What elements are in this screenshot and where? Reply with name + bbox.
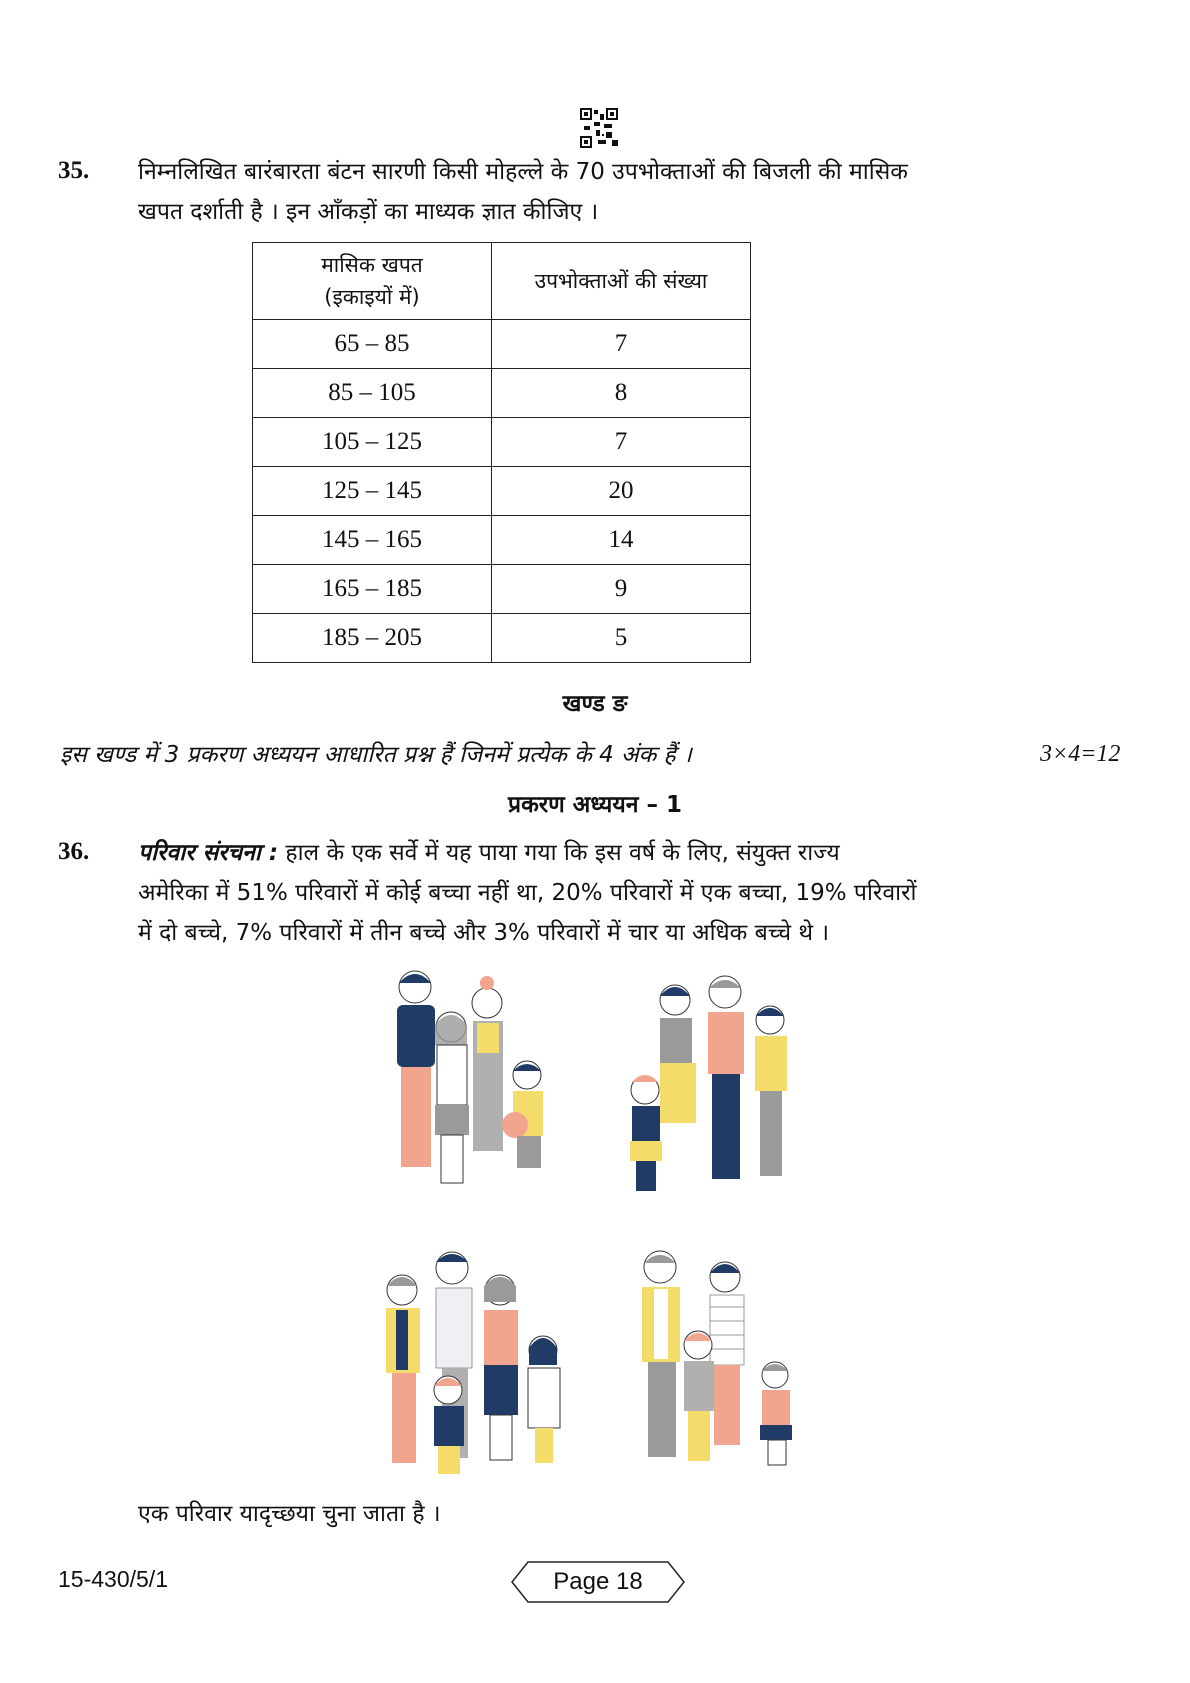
question-text: परिवार संरचना : हाल के एक सर्वे में यह पाया गया कि इस वर्ष के लिए, संयुक्त राज्य bbox=[138, 840, 840, 866]
question-text: में दो बच्चे, 7% परिवारों में तीन बच्चे और 3% परिवारों में चार या अधिक बच्चे थे । bbox=[138, 920, 830, 946]
column-header-consumers: उपभोक्ताओं की संख्या bbox=[492, 243, 751, 320]
question-text: अमेरिका में 51% परिवारों में कोई बच्चा नहीं था, 20% परिवारों में एक बच्चा, 19% परिवारों bbox=[138, 880, 917, 906]
page-number: Page 18 bbox=[553, 1568, 643, 1595]
case-study-lead: परिवार संरचना : bbox=[138, 840, 279, 866]
table-row: 185 – 205 5 bbox=[253, 614, 751, 663]
family-illustration-1 bbox=[385, 965, 565, 1200]
question-text: खपत दर्शाती है । इन आँकड़ों का माध्यक ज्ञात कीजिए । bbox=[138, 199, 599, 225]
frequency-table bbox=[252, 242, 751, 663]
table-row: 165 – 185 9 bbox=[253, 565, 751, 614]
qr-code-icon bbox=[580, 108, 618, 148]
section-marks: 3×4=12 bbox=[1040, 741, 1121, 767]
column-header-consumption: मासिक खपत (इकाइयों में) bbox=[253, 243, 492, 320]
table-row: 85 – 105 8 bbox=[253, 369, 751, 418]
page-number-badge bbox=[510, 1560, 686, 1604]
family-illustration-3 bbox=[380, 1240, 570, 1480]
table-row: 125 – 145 20 bbox=[253, 467, 751, 516]
table-row: 145 – 165 14 bbox=[253, 516, 751, 565]
paper-code: 15-430/5/1 bbox=[58, 1566, 168, 1592]
closing-text: एक परिवार यादृच्छया चुना जाता है । bbox=[138, 1501, 441, 1527]
question-number: 35. bbox=[58, 157, 90, 184]
table-row: 105 – 125 7 bbox=[253, 418, 751, 467]
section-title: खण्ड ङ bbox=[562, 691, 628, 717]
case-study-title: प्रकरण अध्ययन – 1 bbox=[508, 792, 682, 818]
table-header-row bbox=[253, 243, 751, 320]
table-row: 65 – 85 7 bbox=[253, 320, 751, 369]
family-illustration-4 bbox=[630, 1245, 805, 1480]
question-number: 36. bbox=[58, 838, 90, 865]
section-instruction: इस खण्ड में 3 प्रकरण अध्ययन आधारित प्रश्न हैं जिनमें प्रत्येक के 4 अंक हैं । bbox=[60, 742, 692, 768]
family-illustration-2 bbox=[620, 970, 800, 1205]
question-text: निम्नलिखित बारंबारता बंटन सारणी किसी मोहल्ले के 70 उपभोक्ताओं की बिजली की मासिक bbox=[138, 159, 908, 185]
